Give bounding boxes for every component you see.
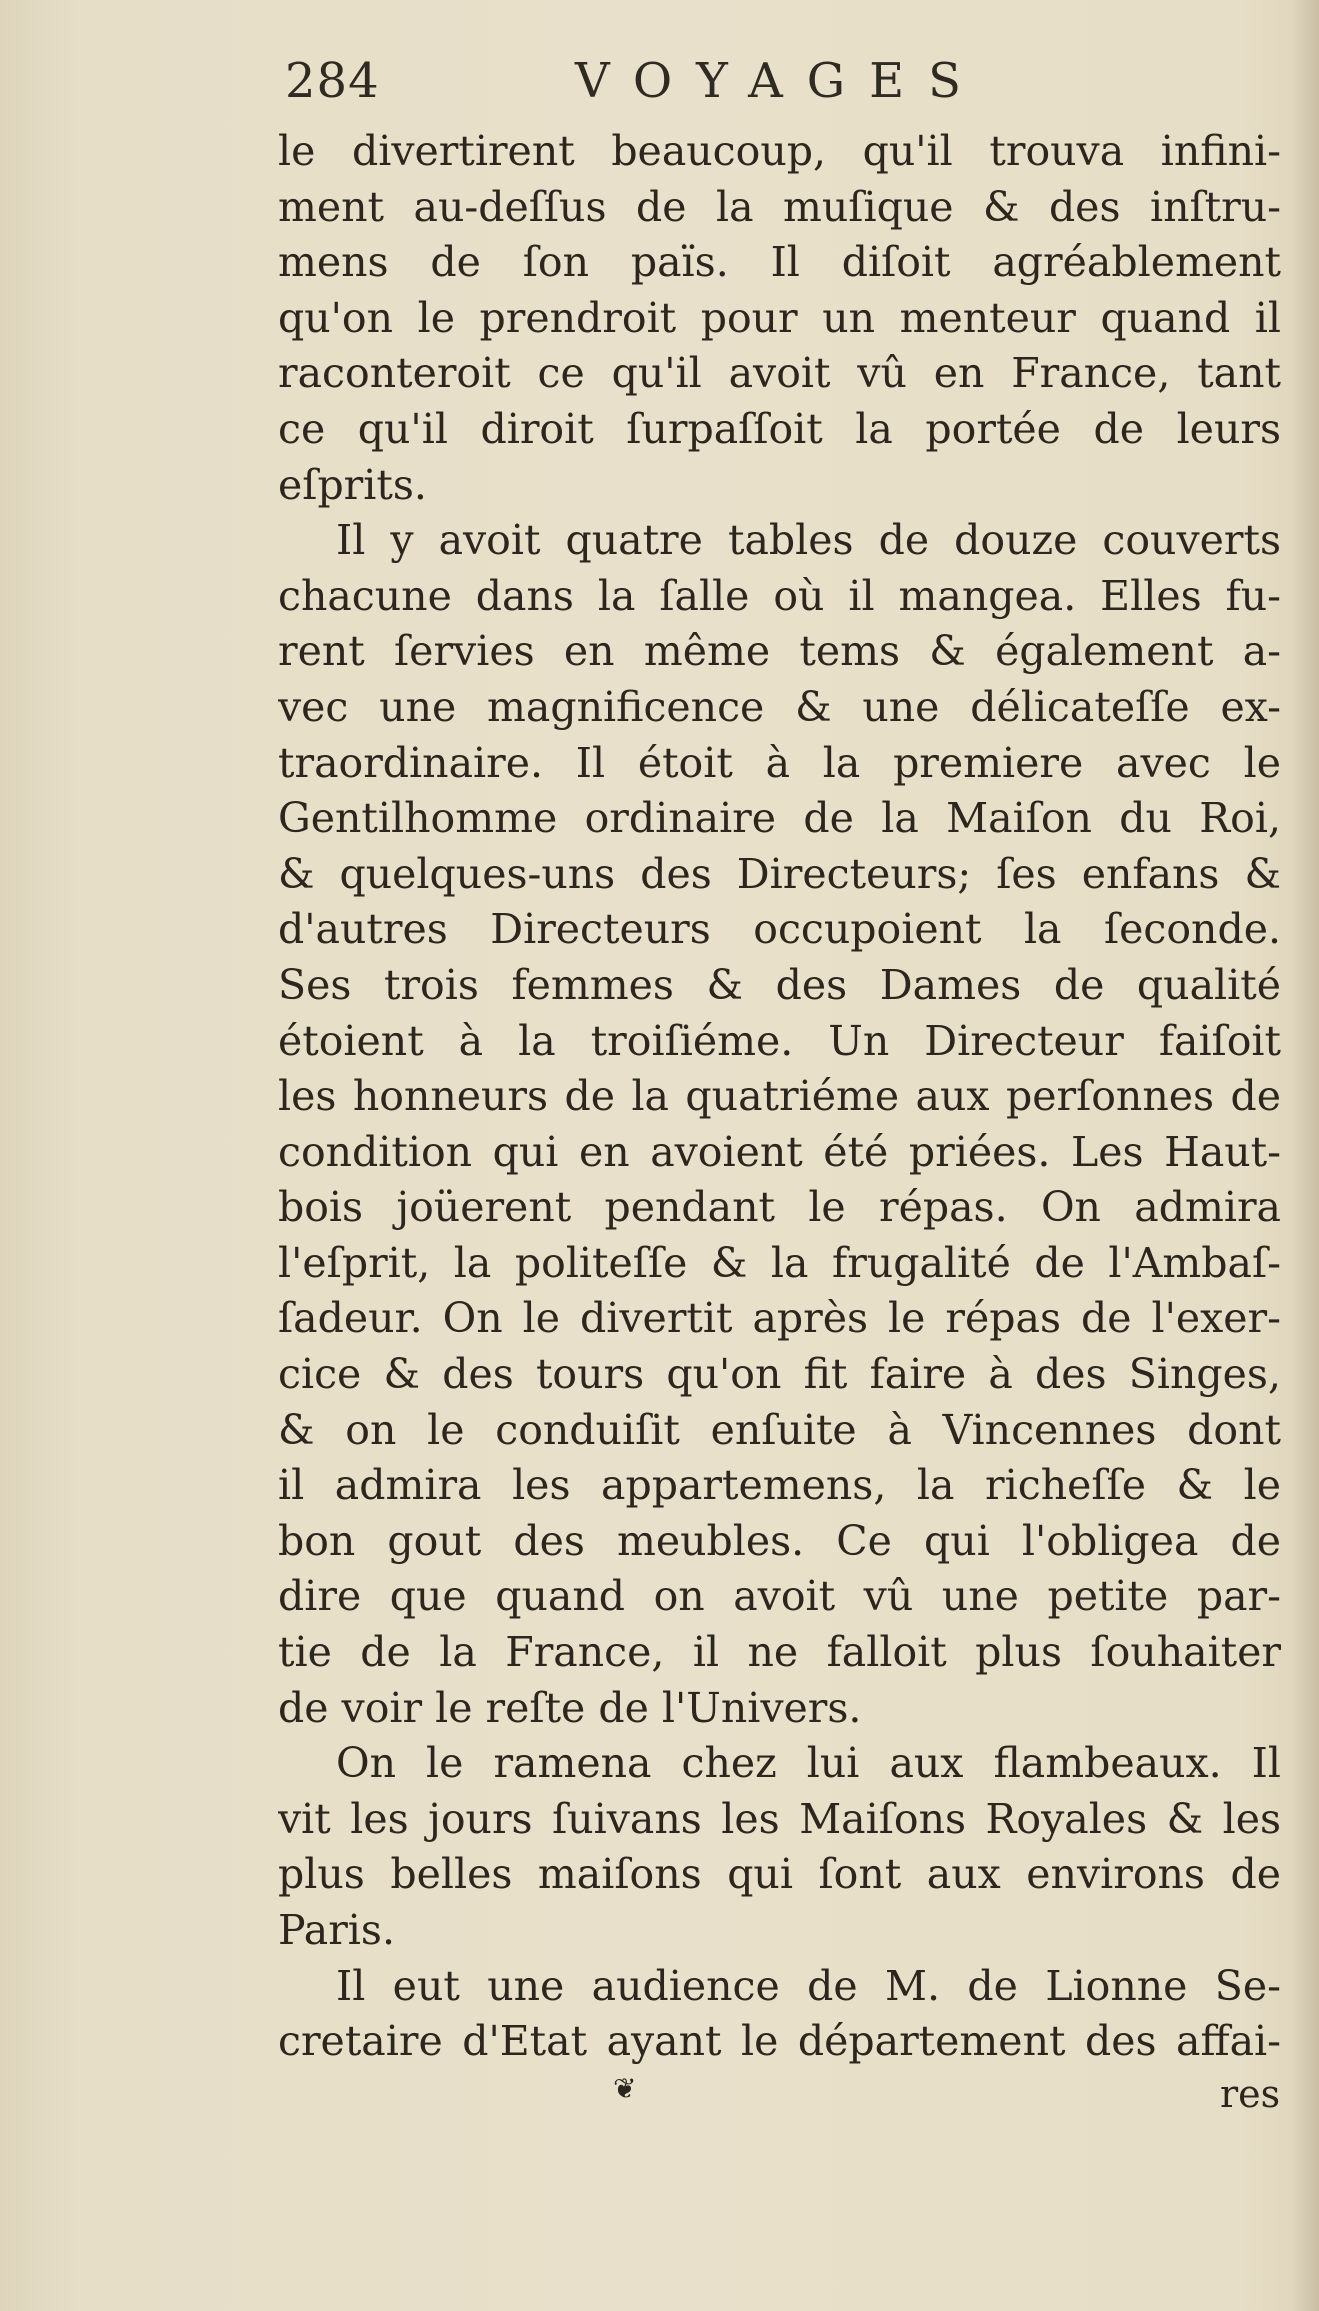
text-line: étoient à la troiſiéme. Un Directeur faiſoit bbox=[278, 1016, 1281, 1065]
body-text bbox=[278, 124, 1281, 2070]
text-line: Ses trois femmes & des Dames de qualité bbox=[278, 960, 1281, 1009]
text-line: cretaire d'Etat ayant le département des affai- bbox=[278, 2017, 1281, 2066]
text-line: qu'on le prendroit pour un menteur quand il bbox=[278, 293, 1281, 342]
text-line: l'eſprit, la politeſſe & la frugalité de l'Ambaſ- bbox=[278, 1238, 1281, 1287]
text-line: vit les jours ſuivans les Maiſons Royales & les bbox=[278, 1794, 1281, 1843]
text-line: chacune dans la ſalle où il mangea. Elles fu- bbox=[278, 571, 1281, 620]
paragraph-start-line: On le ramena chez lui aux flambeaux. Il bbox=[336, 1739, 1281, 1788]
page-header bbox=[285, 52, 1045, 122]
text-line: vec une magnificence & une délicateſſe ex- bbox=[278, 682, 1281, 731]
text-line: ſadeur. On le divertit après le répas de l'exer- bbox=[278, 1294, 1281, 1343]
text-line: Gentilhomme ordinaire de la Maiſon du Roi, bbox=[278, 794, 1281, 843]
catchword: res bbox=[1220, 2072, 1281, 2116]
paragraph-start-line: Il eut une audience de M. de Lionne Se- bbox=[336, 1961, 1281, 2010]
text-line: bois joüerent pendant le répas. On admira bbox=[278, 1183, 1281, 1232]
page-edge-shadow bbox=[1291, 0, 1319, 2311]
text-line: tie de la France, il ne falloit plus ſouhaiter bbox=[278, 1628, 1281, 1677]
text-line: & quelques-uns des Directeurs; ſes enfans & bbox=[278, 849, 1281, 898]
text-line: de voir le reſte de l'Univers. bbox=[278, 1683, 862, 1732]
text-line: traordinaire. Il étoit à la premiere avec le bbox=[278, 738, 1281, 787]
text-line: mens de ſon païs. Il diſoit agréablement bbox=[278, 238, 1281, 287]
text-line: plus belles maiſons qui ſont aux environs de bbox=[278, 1850, 1281, 1899]
running-title: VOYAGES bbox=[575, 53, 986, 109]
text-line: raconteroit ce qu'il avoit vû en France, tant bbox=[278, 349, 1281, 398]
text-line: Paris. bbox=[278, 1906, 395, 1954]
text-line: eſprits. bbox=[278, 460, 427, 509]
text-line: d'autres Directeurs occupoient la ſeconde. bbox=[278, 905, 1281, 954]
text-line: condition qui en avoient été priées. Les Haut- bbox=[278, 1127, 1281, 1176]
text-line: les honneurs de la quatriéme aux perſonnes de bbox=[278, 1072, 1281, 1121]
text-line: ce qu'il diroit ſurpaſſoit la portée de leurs bbox=[278, 404, 1281, 453]
text-line: bon gout des meubles. Ce qui l'obligea de bbox=[278, 1516, 1281, 1565]
signature-mark: ❦ bbox=[613, 2072, 637, 2105]
text-line: dire que quand on avoit vû une petite par- bbox=[278, 1572, 1281, 1621]
text-line: le divertirent beaucoup, qu'il trouva infini- bbox=[278, 127, 1281, 175]
text-line: cice & des tours qu'on fit faire à des Singes, bbox=[278, 1350, 1281, 1399]
text-line: ment au-deſſus de la muſique & des inſtru- bbox=[278, 182, 1281, 231]
text-line: & on le conduiſit enſuite à Vincennes dont bbox=[278, 1405, 1281, 1454]
paragraph-start-line: Il y avoit quatre tables de douze couverts bbox=[336, 516, 1281, 565]
text-line: rent ſervies en même tems & également a- bbox=[278, 627, 1281, 676]
page-number: 284 bbox=[285, 53, 380, 109]
text-line: il admira les appartemens, la richeſſe & le bbox=[278, 1461, 1281, 1510]
